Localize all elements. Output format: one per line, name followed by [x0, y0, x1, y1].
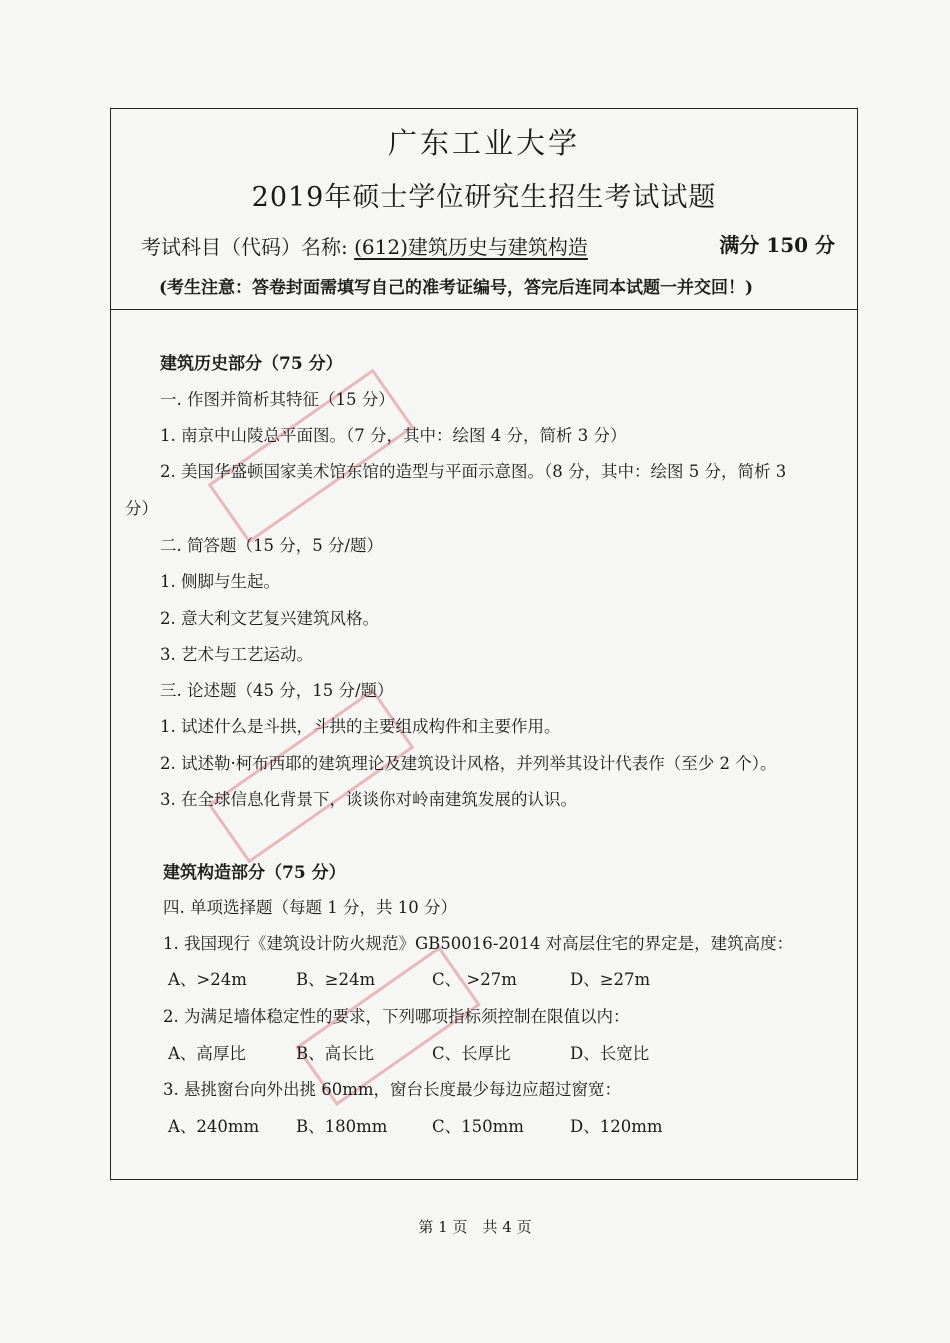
option-b: B、180mm	[296, 1117, 388, 1136]
question-item: 3. 艺术与工艺运动。	[160, 645, 313, 664]
question-item: 3. 悬挑窗台向外出挑 60mm，窗台长度最少每边应超过窗宽：	[163, 1080, 622, 1099]
option-d: D、≥27m	[570, 970, 651, 989]
question-item: 2. 意大利文艺复兴建筑风格。	[160, 609, 379, 628]
page-footer: 第 1 页 共 4 页	[418, 1218, 532, 1236]
question-heading: 二. 简答题（15 分，5 分/题）	[160, 536, 384, 555]
question-item-continuation: 分）	[125, 499, 158, 518]
question-item: 2. 美国华盛顿国家美术馆东馆的造型与平面示意图。（8 分，其中：绘图 5 分，简析 3	[160, 462, 787, 481]
exam-title: 2019年硕士学位研究生招生考试试题	[251, 182, 717, 213]
question-item: 3. 在全球信息化背景下，谈谈你对岭南建筑发展的认识。	[160, 790, 577, 809]
option-c: C、 >27m	[432, 970, 517, 989]
question-item: 1. 我国现行《建筑设计防火规范》GB50016-2014 对高层住宅的界定是，建筑高度：	[163, 934, 794, 953]
candidate-notice: (考生注意：答卷封面需填写自己的准考证编号，答完后连同本试题一并交回！)	[159, 278, 754, 298]
option-c: C、150mm	[432, 1117, 524, 1136]
subject-row	[141, 231, 588, 260]
option-a: A、高厚比	[168, 1044, 246, 1063]
subject-label: 考试科目（代码）名称:	[141, 235, 348, 259]
question-item: 1. 侧脚与生起。	[160, 572, 280, 591]
option-d: D、120mm	[570, 1117, 663, 1136]
option-d: D、长宽比	[570, 1044, 650, 1063]
history-section-title: 建筑历史部分（75 分）	[160, 354, 343, 374]
university-name: 广东工业大学	[387, 126, 580, 160]
construction-section-title: 建筑构造部分（75 分）	[163, 863, 346, 883]
question-item: 2. 试述勒·柯布西耶的建筑理论及建筑设计风格，并列举其设计代表作（至少 2 个）。	[160, 754, 777, 773]
option-a: A、240mm	[168, 1117, 260, 1136]
question-heading: 一. 作图并简析其特征（15 分）	[160, 390, 395, 409]
question-heading: 三. 论述题（45 分，15 分/题）	[160, 681, 394, 700]
header-divider	[111, 309, 857, 310]
full-score: 满分 150 分	[719, 233, 835, 257]
option-a: A、>24m	[168, 970, 247, 989]
question-heading: 四. 单项选择题（每题 1 分，共 10 分）	[163, 898, 457, 917]
subject-name: (612)建筑历史与建筑构造	[354, 235, 588, 259]
option-c: C、长厚比	[432, 1044, 511, 1063]
question-item: 2. 为满足墙体稳定性的要求，下列哪项指标须控制在限值以内：	[163, 1007, 630, 1026]
question-item: 1. 南京中山陵总平面图。（7 分，其中：绘图 4 分，简析 3 分）	[160, 426, 627, 445]
question-item: 1. 试述什么是斗拱，斗拱的主要组成构件和主要作用。	[160, 717, 561, 736]
option-b: B、≥24m	[296, 970, 376, 989]
option-b: B、高长比	[296, 1044, 375, 1063]
